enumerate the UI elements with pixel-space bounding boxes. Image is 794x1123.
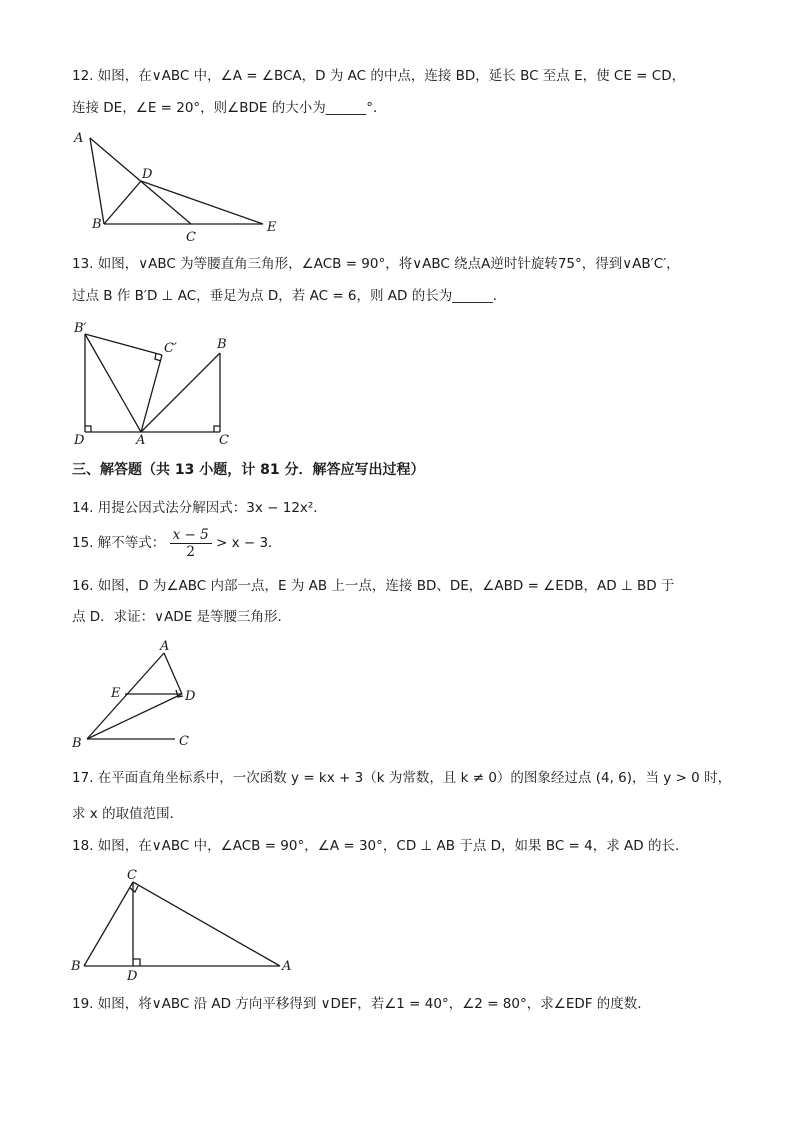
q13-label-C: C [219,433,229,448]
q16-label-B: B [72,736,82,751]
q12-label-D: D [142,167,153,182]
q12-label-E: E [267,220,277,235]
q16-label-E: E [111,686,121,701]
q16-line2: 点 D．求证：∨ADE 是等腰三角形． [72,609,292,625]
section3-heading: 三、解答题（共 13 小题，计 81 分．解答应写出过程） [72,462,425,478]
q14-text: 14. 用提公因式法分解因式：3x − 12x²． [72,500,327,516]
q13-label-D: D [74,433,85,448]
q18-segment-BC [84,882,133,966]
q16-label-A: A [160,639,170,654]
q12-label-B: B [92,217,102,232]
q18-label-D: D [127,969,138,984]
q15-denominator: 2 [186,543,195,560]
q15-prefix: 15. 解不等式： [72,535,166,551]
q19-text: 19. 如图，将∨ABC 沿 AD 方向平移得到 ∨DEF，若∠1 = 40°，∠2 = 80°，求∠EDF 的度数． [72,996,651,1012]
q18-right-angle-C [130,886,138,892]
q18-segment-CA [133,882,280,966]
q18-label-A: A [282,959,292,974]
q12-label-C: C [186,230,196,245]
q12-line2: 连接 DE，∠E = 20°，则∠BDE 的大小为______°． [72,100,387,116]
q16-label-C: C [179,734,189,749]
q13-label-B: B [217,337,227,352]
q12-label-A: A [74,131,84,146]
q12-line1: 12. 如图，在∨ABC 中，∠A = ∠BCA，D 为 AC 的中点，连接 BD，延长 BC 至点 E，使 CE = CD， [72,68,686,84]
q15-suffix: > x − 3． [215,535,282,551]
q13-line1: 13. 如图，∨ABC 为等腰直角三角形，∠ACB = 90°，将∨ABC 绕点A逆时针旋转75°，得到∨AB′C′， [72,256,680,272]
q18-label-B: B [71,959,81,974]
q13-line2: 过点 B 作 B′D ⊥ AC，垂足为点 D，若 AC = 6，则 AD 的长为______． [72,288,507,304]
q15-numerator: x − 5 [170,527,212,544]
q18-text: 18. 如图，在∨ABC 中，∠ACB = 90°，∠A = 30°，CD ⊥ AB 于点 D，如果 BC = 4，求 AD 的长． [72,838,689,854]
q13-label-A: A [136,433,146,448]
q13-label-Bp: B′ [74,321,87,336]
q16-line1: 16. 如图，D 为∠ABC 内部一点，E 为 AB 上一点，连接 BD、DE，∠ABD = ∠EDB，AD ⊥ BD 于 [72,578,675,594]
q18-right-angle-D [133,959,140,966]
q18-label-C: C [127,868,137,883]
q17-line1: 17. 在平面直角坐标系中，一次函数 y = kx + 3（k 为常数，且 k ≠ 0）的图象经过点 (4, 6)，当 y > 0 时， [72,770,732,786]
q16-label-D: D [185,689,196,704]
q17-line2: 求 x 的取值范围． [72,806,184,822]
q13-label-Cp: C′ [164,341,177,356]
